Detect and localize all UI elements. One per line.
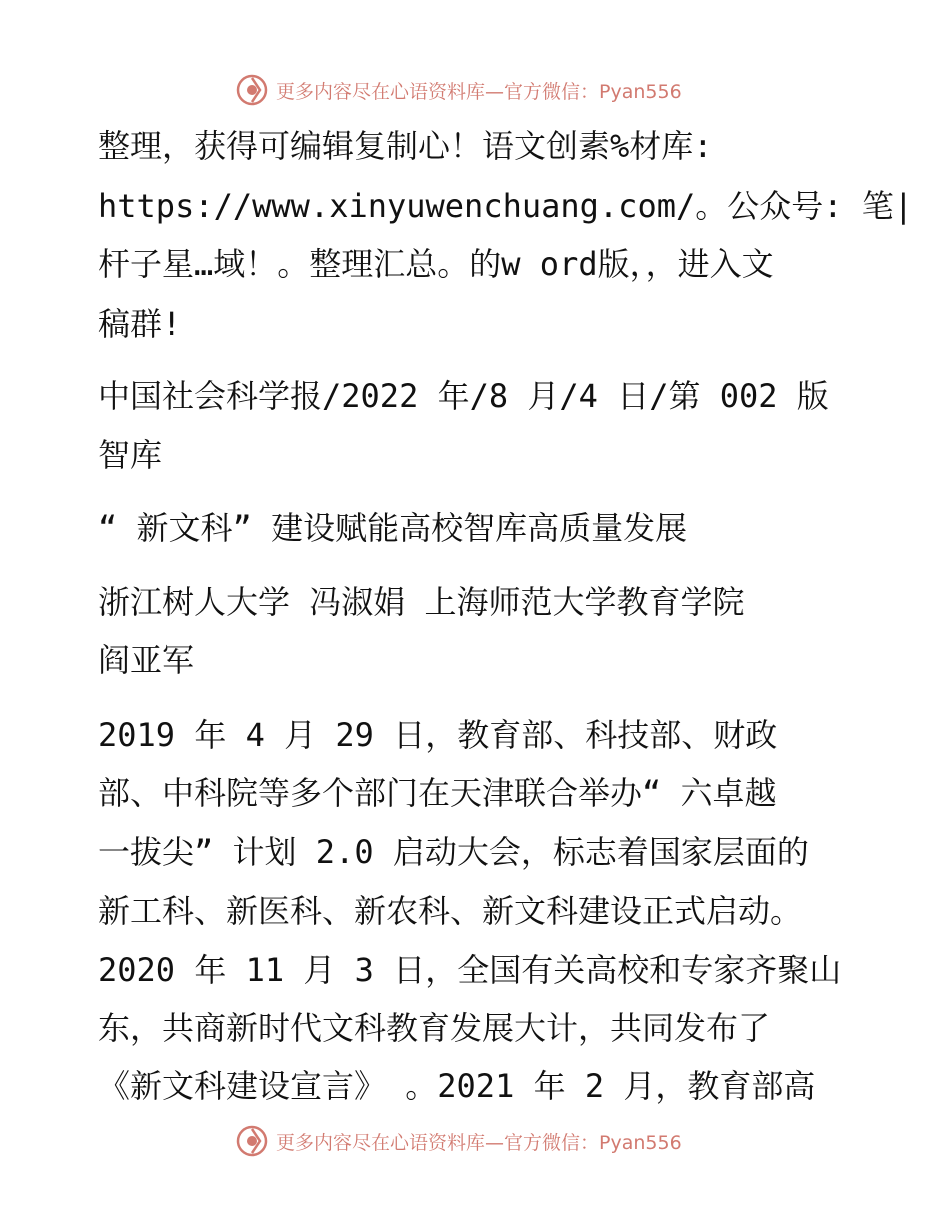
paragraph-line: 部、中科院等多个部门在天津联合举办“ 六卓越 (98, 774, 777, 812)
header-banner (236, 72, 682, 108)
banner-text: 更多内容尽在心语资料库—官方微信：Pyan556 (276, 80, 682, 103)
paragraph-line: 2019 年 4 月 29 日，教育部、科技部、财政 (98, 716, 778, 754)
paragraph-line: 2020 年 11 月 3 日，全国有关高校和专家齐聚山 (98, 951, 842, 989)
author-line: 阎亚军 (98, 641, 195, 679)
author-line: 浙江树人大学 冯淑娟 上海师范大学教育学院 (98, 583, 745, 621)
citation-line: 中国社会科学报/2022 年/8 月/4 日/第 002 版 (98, 377, 829, 415)
pen-logo-icon (236, 74, 268, 106)
paragraph-line: 东，共商新时代文科教育发展大计，共同发布了 (98, 1009, 771, 1047)
body-line: 稿群! (98, 305, 182, 343)
body-line: https://www.xinyuwenchuang.com/。公众号: 笔| (98, 187, 914, 225)
pen-logo-icon (236, 1125, 268, 1157)
article-title: “ 新文科” 建设赋能高校智库高质量发展 (98, 509, 688, 547)
body-line: 杆子星…域！。整理汇总。的w ord版，，进入文 (98, 245, 774, 283)
paragraph-line: 一拔尖” 计划 2.0 启动大会，标志着国家层面的 (98, 833, 809, 871)
footer-banner (236, 1123, 682, 1159)
body-line: 整理，获得可编辑复制心！语文创素%材库: (98, 127, 713, 165)
banner-text: 更多内容尽在心语资料库—官方微信：Pyan556 (276, 1131, 682, 1154)
paragraph-line: 《新文科建设宣言》 。2021 年 2 月，教育部高 (98, 1067, 816, 1105)
paragraph-line: 新工科、新医科、新农科、新文科建设正式启动。 (98, 892, 803, 930)
section-label: 智库 (98, 436, 163, 474)
